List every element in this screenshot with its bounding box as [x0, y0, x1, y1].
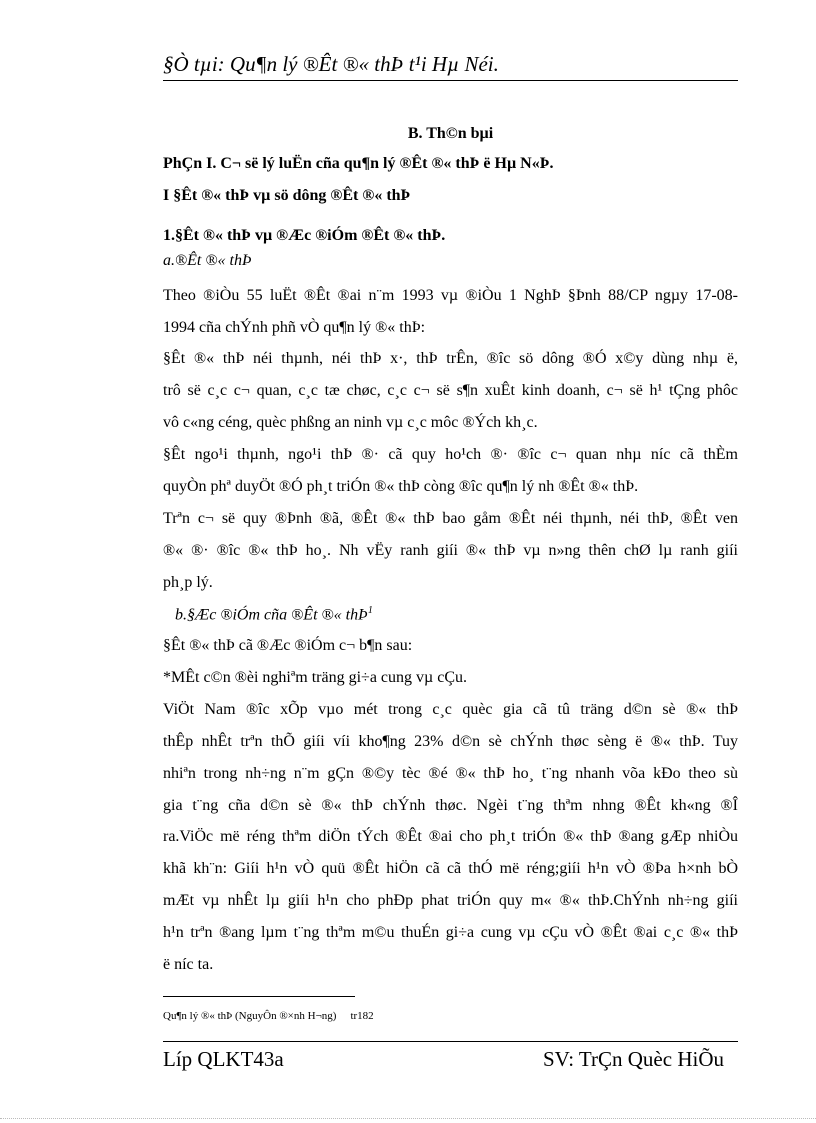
- footnote-marker: 1: [367, 605, 373, 616]
- paragraph-line: §Êt ngo¹i thµnh, ngo¹i thÞ ®· cã quy ho¹ch ®· ®îc c¬ quan nhµ níc cã thÈm: [163, 446, 738, 463]
- page-bottom-edge: [0, 1118, 816, 1119]
- paragraph-line: trô së c¸c c¬ quan, c¸c tæ chøc, c¸c c¬ së s¶n xuÊt kinh doanh, c¬ së h¹ tÇng phôc: [163, 382, 738, 399]
- footnote-divider: [163, 996, 355, 997]
- main-title: B. Th©n bµi: [407, 125, 494, 142]
- paragraph-line: ë níc ta.: [163, 956, 214, 973]
- footer-student: SV: TrÇn Quèc HiÕu: [542, 1047, 724, 1071]
- paragraph-line: vô c«ng céng, quèc phßng an ninh vµ c¸c môc ®Ých kh¸c.: [163, 414, 538, 431]
- item-b-heading-text: b.§Æc ®iÓm cña ®Êt ®« thÞ: [175, 606, 368, 624]
- paragraph-line: 1994 cña chÝnh phñ vÒ qu¶n lý ®« thÞ:: [163, 319, 426, 336]
- footnote: [163, 1010, 374, 1022]
- paragraph-line: ph¸p lý.: [163, 574, 213, 591]
- footnote-page: tr182: [350, 1010, 374, 1022]
- footnote-text: Qu¶n lý ®« thÞ (NguyÔn ®×nh H¬ng): [163, 1010, 337, 1022]
- part-heading: PhÇn I. C¬ së lý luËn cña qu¶n lý ®Êt ®« thÞ ë Hµ N«Þ.: [163, 155, 554, 172]
- paragraph-line: §Êt ®« thÞ néi thµnh, néi thÞ x·, thÞ trÊn, ®îc sö dông ®Ó x©y dùng nhµ ë,: [163, 350, 738, 367]
- subsection-heading: 1.§Êt ®« thÞ vµ ®Æc ®iÓm ®Êt ®« thÞ.: [163, 227, 446, 244]
- paragraph-line: thÊp nhÊt trªn thÕ giíi víi kho¶ng 23% d©n sè chÝnh thøc sèng ë ®« thÞ. Tuy: [163, 733, 738, 750]
- paragraph-line: h¹n trªn ®ang lµm t¨ng thªm m©u thuÉn gi÷a cung vµ cÇu vÒ ®Êt ®ai c¸c ®« thÞ: [163, 924, 738, 941]
- paragraph-line: Theo ®iÒu 55 luËt ®Êt ®ai n¨m 1993 vµ ®iÒu 1 NghÞ §Þnh 88/CP ngµy 17-08-: [163, 287, 738, 304]
- paragraph-line: ra.ViÖc më réng thªm diÖn tÝch ®Êt ®ai cho ph¸t triÓn ®« thÞ ®ang gÆp nhiÒu: [163, 828, 738, 845]
- paragraph-line: ViÖt Nam ®îc xÕp vµo mét trong c¸c quèc gia cã tû träng d©n sè ®« thÞ: [163, 701, 738, 718]
- footer-divider: [163, 1041, 738, 1042]
- header-divider: [163, 80, 738, 81]
- paragraph-line: ®« ®· ®îc ®« thÞ ho¸. Nh vËy ranh giíi ®« thÞ vµ n»ng thên chØ lµ ranh giíi: [163, 542, 738, 559]
- paragraph-line: *MÊt c©n ®èi nghiªm träng gi÷a cung vµ cÇu.: [163, 669, 468, 686]
- item-b-heading: [175, 605, 373, 624]
- paragraph-line: gia t¨ng cña d©n sè ®« thÞ chÝnh thøc. Ngèi t¨ng thªm nhng ®Êt kh«ng ®Î: [163, 797, 738, 814]
- footer-class: Líp QLKT43a: [163, 1047, 284, 1071]
- paragraph-line: §Êt ®« thÞ cã ®Æc ®iÓm c¬ b¶n sau:: [163, 637, 413, 654]
- paragraph-line: mÆt vµ nhÊt lµ giíi h¹n cho phÐp phat triÓn quy m« ®« thÞ.ChÝnh nh÷ng giíi: [163, 892, 738, 909]
- paragraph-line: Trªn c¬ së quy ®Þnh ®ã, ®Êt ®« thÞ bao gåm ®Êt néi thµnh, néi thÞ, ®Êt ven: [163, 510, 738, 527]
- paragraph-line: nhiªn trong nh÷ng n¨m gÇn ®©y tèc ®é ®« thÞ ho¸ t¨ng nhanh võa kÐo theo sù: [163, 765, 738, 782]
- section-heading: I §Êt ®« thÞ vµ sö dông ®Êt ®« thÞ: [163, 187, 411, 204]
- page-header-title: §Ò tµi: Qu¶n lý ®Êt ®« thÞ t¹i Hµ Néi.: [163, 52, 499, 76]
- paragraph-line: quyÒn phª duyÖt ®Ó ph¸t triÓn ®« thÞ còng ®îc qu¶n lý nh ®Êt ®« thÞ.: [163, 478, 639, 495]
- item-a-heading: a.®Êt ®« thÞ: [163, 252, 252, 269]
- paragraph-line: khã kh¨n: Giíi h¹n vÒ quü ®Êt hiÖn cã cã thÓ më réng;giíi h¹n vÒ ®Þa h×nh bÒ: [163, 860, 738, 877]
